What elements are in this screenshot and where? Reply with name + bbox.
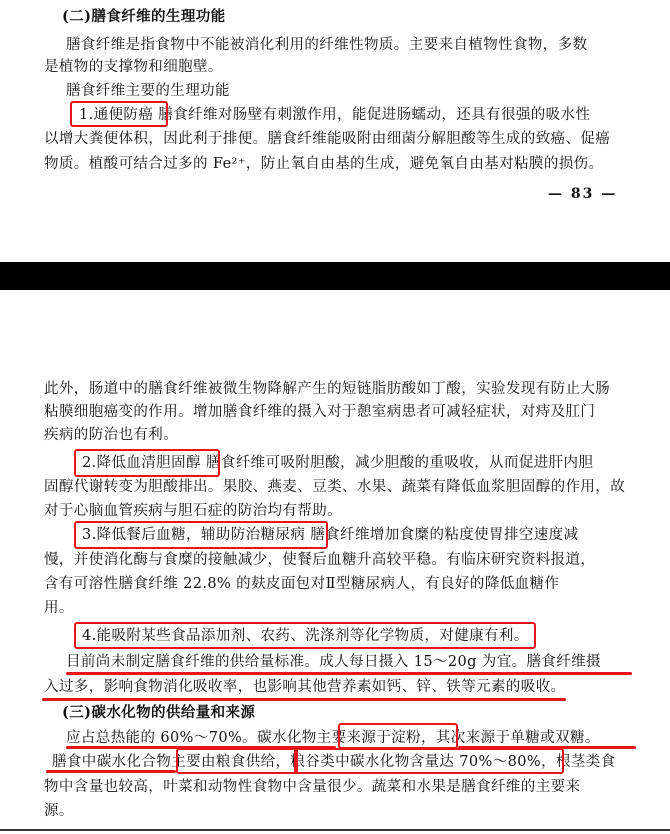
bottom-rule xyxy=(0,829,670,831)
paragraph-line: 膳食中碳水化合物主要由粮食供给，粮谷类中碳水化物含量达 70%～80%，根茎类食 xyxy=(52,754,616,770)
paragraph-line: 以增大粪便体积，因此利于排便。膳食纤维能吸附由细菌分解胆酸等生成的致癌、促癌 xyxy=(44,131,611,147)
paragraph-line: 用。 xyxy=(44,600,74,616)
page-number: — 83 — xyxy=(548,186,618,202)
paragraph-line: 物质。植酸可结合过多的 Fe²⁺，防止氧自由基的生成，避免氧自由基对粘膜的损伤。 xyxy=(44,156,604,172)
paragraph-line: 1.通便防癌 膳食纤维对肠壁有刺激作用，能促进肠蠕动，还具有很强的吸水性 xyxy=(79,107,591,123)
page-separator-bar xyxy=(0,262,670,290)
paragraph-line: 膳食纤维主要的生理功能 xyxy=(66,83,230,99)
paragraph-line: 4.能吸附某些食品添加剂、农药、洗涤剂等化学物质，对健康有利。 xyxy=(82,628,529,644)
paragraph-line: 对于心脑血管疾病与胆石症的防治均有帮助。 xyxy=(44,503,342,519)
paragraph-line: 3.降低餐后血糖，辅助防治糖尿病 膳食纤维增加食糜的粘度使胃排空速度减 xyxy=(82,527,579,543)
paragraph-line: 膳食纤维是指食物中不能被消化利用的纤维性物质。主要来自植物性食物，多数 xyxy=(66,37,588,53)
paragraph-line: 2.降低血清胆固醇 膳食纤维可吸附胆酸，减少胆酸的重吸收，从而促进肝内胆 xyxy=(82,455,594,471)
paragraph-line: 疾病的防治也有利。 xyxy=(44,427,179,443)
section-heading-physiological-functions: (二)膳食纤维的生理功能 xyxy=(62,8,226,25)
paragraph-line: 固醇代谢转变为胆酸排出。果胶、燕麦、豆类、水果、蔬菜有降低血浆胆固醇的作用，故 xyxy=(44,479,626,495)
paragraph-line: 源。 xyxy=(44,803,74,819)
paragraph-line: 粘膜细胞癌变的作用。增加膳食纤维的摄入对于憩室病患者可减轻症状，对痔及肛门 xyxy=(44,404,596,420)
paragraph-line: 物中含量也较高，叶菜和动物性食物中含量很少。蔬菜和水果是膳食纤维的主要来 xyxy=(44,779,581,795)
paragraph-line: 慢，并使消化酶与食糜的接触减少，使餐后血糖升高较平稳。有临床研究资料报道， xyxy=(44,552,596,568)
paragraph-line: 应占总热能的 60%～70%。碳水化物主要来源于淀粉，其次来源于单糖或双糖。 xyxy=(66,730,600,746)
top-page xyxy=(0,0,670,262)
paragraph-line: 含有可溶性膳食纤维 22.8% 的麸皮面包对Ⅱ型糖尿病人，有良好的降低血糖作 xyxy=(44,576,560,592)
paragraph-line: 目前尚未制定膳食纤维的供给量标准。成人每日摄入 15～20g 为宜。膳食纤维摄 xyxy=(66,654,601,670)
paragraph-line: 是植物的支撑物和细胞壁。 xyxy=(44,59,223,75)
paragraph-line: 此外，肠道中的膳食纤维被微生物降解产生的短链脂肪酸如丁酸，实验发现有防止大肠 xyxy=(44,381,611,397)
paragraph-line: 入过多，影响食物消化吸收率，也影响其他营养素如钙、锌、铁等元素的吸收。 xyxy=(44,679,566,695)
section-heading-carbohydrate-supply: (三)碳水化物的供给量和来源 xyxy=(62,704,256,721)
